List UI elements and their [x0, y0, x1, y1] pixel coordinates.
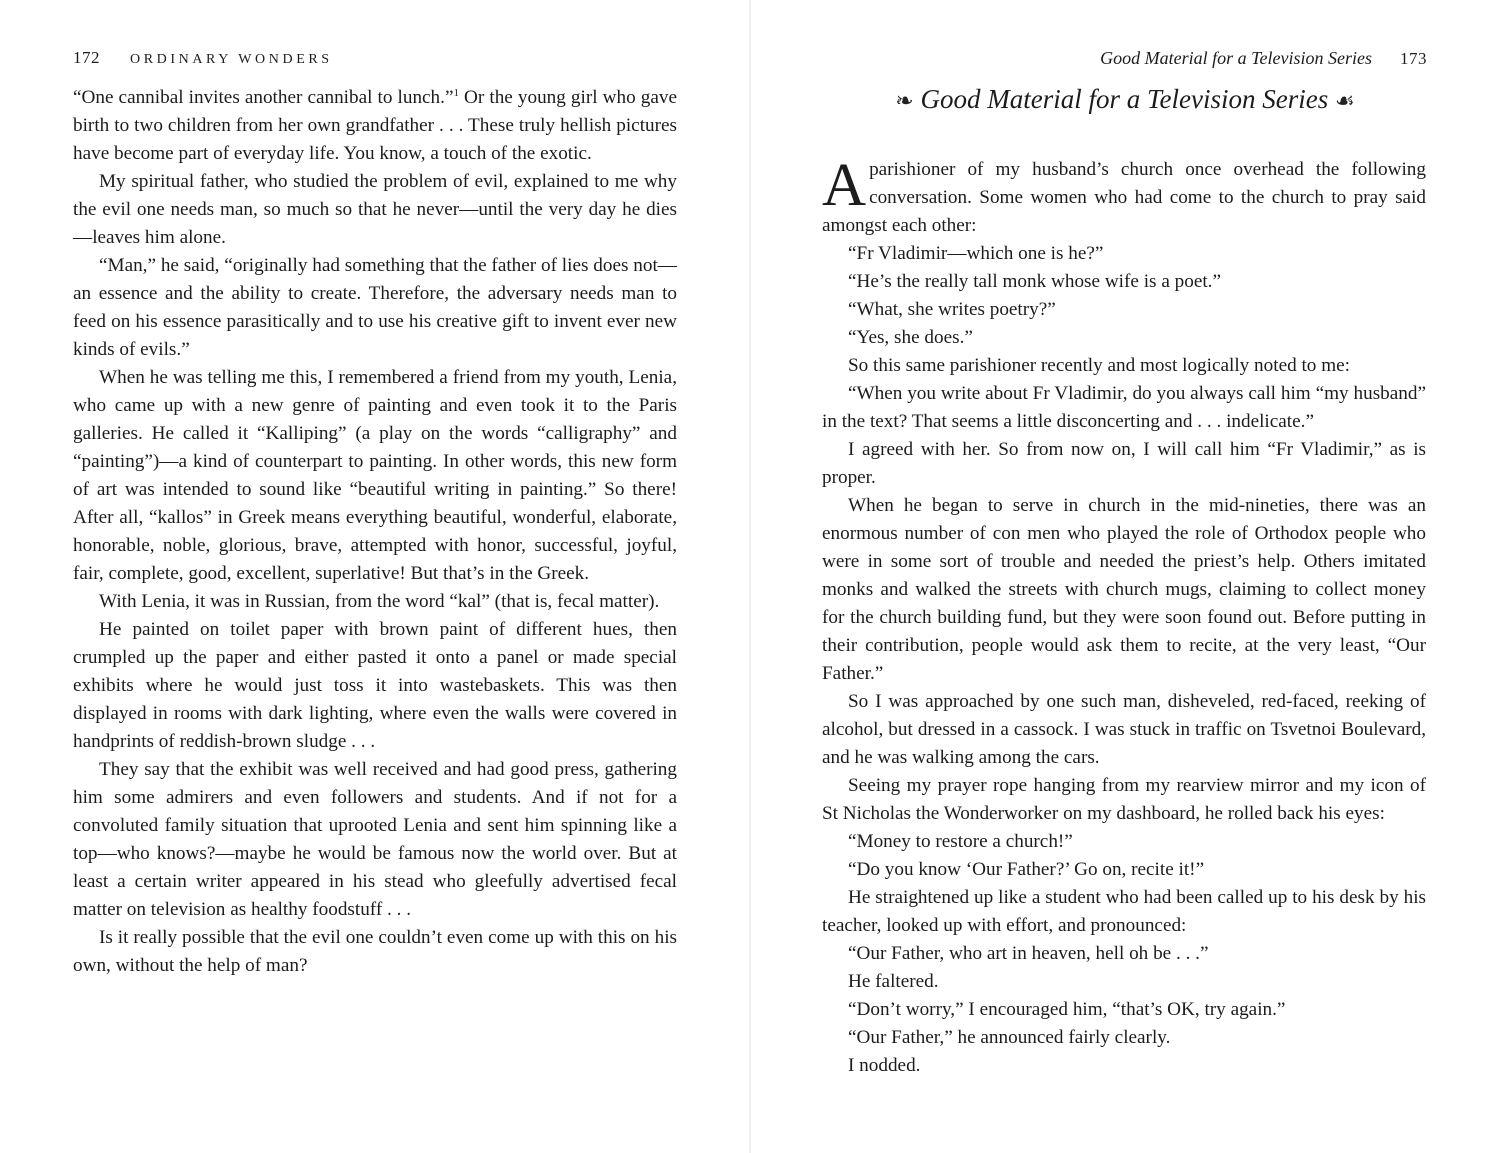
paragraph: “Fr Vladimir—which one is he?” — [848, 243, 1104, 264]
right-fleuron-icon: ☙ — [1334, 88, 1355, 113]
book-title-header: ORDINARY WONDERS — [130, 52, 333, 67]
paragraph: I nodded. — [848, 1055, 921, 1076]
paragraph: “What, she writes poetry?” — [848, 299, 1056, 320]
paragraph: “Man,” he said, “originally had something that the father of lies does not—an essence and the ability to create. Therefore, the adversary needs man to feed on his essence parasitically and to use his creative gift to invent ever new kinds of evils.” — [73, 255, 677, 360]
paragraph: With Lenia, it was in Russian, from the word “kal” (that is, fecal matter). — [99, 591, 660, 612]
paragraph: “Yes, she does.” — [848, 327, 973, 348]
left-fleuron-icon: ❧ — [895, 88, 914, 113]
paragraph: “Don’t worry,” I encouraged him, “that’s OK, try again.” — [848, 999, 1286, 1020]
paragraph: They say that the exhibit was well received and had good press, gathering him some admirers and even followers and students. And if not for a convoluted family situation that uprooted Lenia and sent him spinning like a top—who knows?—maybe he would be famous now the world over. But at least a certain writer appeared in his stead who gleefully advertised fecal matter on television as healthy foodstuff . . . — [73, 759, 677, 920]
paragraph: He straightened up like a student who had been called up to his desk by his teacher, looked up with effort, and pronounced: — [822, 887, 1426, 936]
left-body-text — [73, 84, 677, 980]
paragraph: “Do you know ‘Our Father?’ Go on, recite it!” — [848, 859, 1205, 880]
right-running-head — [1100, 48, 1427, 69]
paragraph: So this same parishioner recently and most logically noted to me: — [848, 355, 1350, 376]
paragraph: I agreed with her. So from now on, I will call him “Fr Vladimir,” as is proper. — [822, 439, 1426, 488]
drop-cap: A — [822, 152, 867, 219]
paragraph: “When you write about Fr Vladimir, do you always call him “my husband” in the text? That seems a little disconcerting and . . . indelicate.” — [822, 383, 1426, 432]
footnote-marker: 1 — [453, 87, 459, 99]
chapter-title-header: Good Material for a Television Series — [1100, 48, 1372, 68]
paragraph: When he began to serve in church in the mid-nineties, there was an enormous number of con men who played the role of Orthodox people who were in some sort of trouble and needed the priest’s help. Others imitated monks and walked the streets with church mugs, claiming to collect money for the church building fund, but they were soon found out. Before putting in their contribution, people would ask them to recite, at the very least, “Our Father.” — [822, 495, 1426, 684]
paragraph: He painted on toilet paper with brown paint of different hues, then crumpled up the paper and either pasted it onto a panel or made special exhibits where he would just toss it into wastebaskets. This was then displayed in rooms with dark lighting, where even the walls were covered in handprints of reddish-brown sludge . . . — [73, 619, 677, 752]
paragraph-text: Or the young girl who gave birth to two children from her own grandfather . . . These truly hellish pictures have become part of everyday life. You know, a touch of the exotic. — [73, 87, 677, 164]
paragraph: “Our Father,” he announced fairly clearly. — [848, 1027, 1171, 1048]
paragraph: “Money to restore a church!” — [848, 831, 1073, 852]
paragraph: My spiritual father, who studied the problem of evil, explained to me why the evil one needs man, so much so that he never—until the very day he dies—leaves him alone. — [73, 171, 677, 248]
paragraph: “He’s the really tall monk whose wife is a poet.” — [848, 271, 1221, 292]
paragraph: So I was approached by one such man, disheveled, red-faced, reeking of alcohol, but dressed in a cassock. I was stuck in traffic on Tsvetnoi Boulevard, and he was walking among the cars. — [822, 691, 1426, 768]
right-page — [750, 0, 1500, 1153]
chapter-title-text: Good Material for a Television Series — [920, 84, 1329, 114]
paragraph — [822, 152, 1426, 240]
paragraph: He faltered. — [848, 971, 939, 992]
left-running-head — [73, 48, 333, 68]
left-page-number: 172 — [73, 48, 100, 67]
paragraph: Is it really possible that the evil one couldn’t even come up with this on his own, without the help of man? — [73, 927, 677, 976]
paragraph-text: parishioner of my husband’s church once overhead the following conversation. Some women who had come to the church to pray said amongst each other: — [822, 159, 1426, 236]
paragraph-text: “One cannibal invites another cannibal to lunch.” — [73, 87, 454, 108]
right-body-text — [822, 152, 1426, 1080]
paragraph — [73, 84, 677, 168]
paragraph: When he was telling me this, I remembered a friend from my youth, Lenia, who came up with a new genre of painting and even took it to the Paris galleries. He called it “Kalliping” (a play on the words “calligraphy” and “painting”)—a kind of counterpart to painting. In other words, this new form of art was intended to sound like “beautiful writing in painting.” So there! After all, “kallos” in Greek means everything beautiful, wonderful, elaborate, honorable, noble, glorious, brave, attempted with honor, successful, joyful, fair, complete, good, excellent, superlative! But that’s in the Greek. — [73, 367, 677, 584]
right-page-number: 173 — [1400, 49, 1427, 68]
paragraph: Seeing my prayer rope hanging from my rearview mirror and my icon of St Nicholas the Wonderworker on my dashboard, he rolled back his eyes: — [822, 775, 1426, 824]
chapter-title — [750, 84, 1500, 115]
paragraph: “Our Father, who art in heaven, hell oh be . . .” — [848, 943, 1209, 964]
